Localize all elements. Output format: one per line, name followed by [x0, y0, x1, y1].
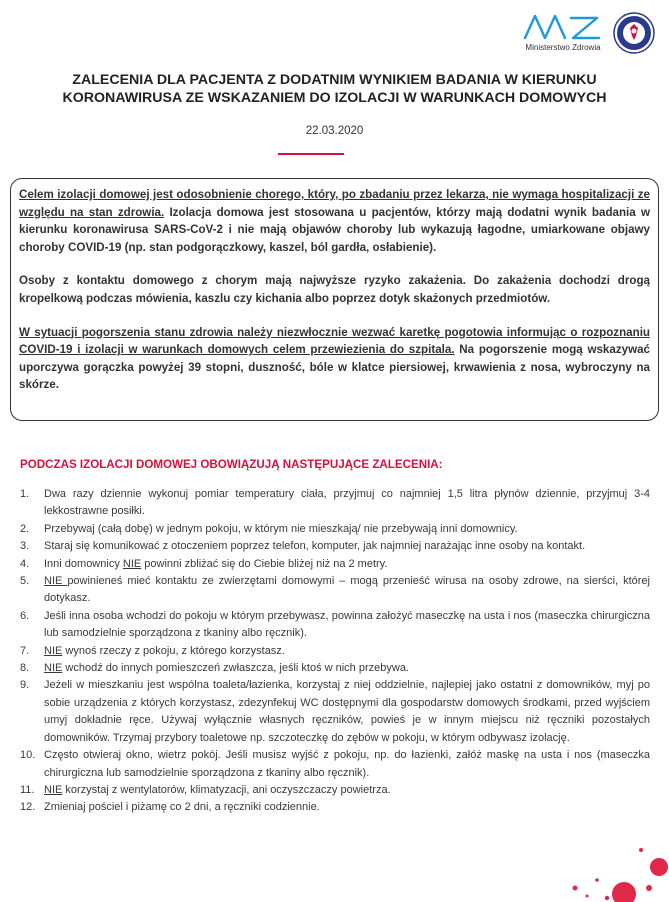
info-paragraph-2: Osoby z kontaktu domowego z chorym mają najwyższe ryzyko zakażenia. Do zakażenia dochodzi drogą kropelkową podczas mówienia, kaszlu czy kichania albo poprzez dotyk skażonych przedmiotów.: [19, 274, 650, 305]
item-emphasis: NIE: [44, 783, 63, 796]
item-number: 5.: [20, 575, 30, 588]
title-line-1: ZALECENIA DLA PACJENTA Z DODATNIM WYNIKIEM BADANIA W KIERUNKU: [72, 72, 597, 88]
list-item: [20, 782, 650, 799]
list-item: [20, 573, 650, 608]
decorative-dots-graphic: [509, 832, 669, 902]
info-paragraph-1: [19, 186, 650, 256]
list-item: [20, 799, 650, 816]
item-emphasis: NIE: [122, 557, 142, 570]
item-text: Jeżeli w mieszkaniu jest wspólna toaleta/łazienka, korzystaj z niej oddzielnie, najlepiej jako ostatni z domowników, myj po sobie urządzenia z których korzystasz, zdezynfekuj WC dostępnymi dla gospodarstw domowych środkami, przed wyjściem umyj dokładnie ręce. Używaj wyłącznie własnych ręczników, powieś je w innym miejscu niż ręczniki pozostałych domowników. Trzymaj przybory toaletowe np. szczoteczkę do zębów w pokoju, w którym odbywasz izolację.: [44, 679, 650, 744]
list-item: [20, 608, 650, 643]
info-p1-rest: Izolacja domowa jest stosowana u pacjentów, którzy mają dodatni wynik badania w kierunku koronawirusa SARS-CoV-2 i nie mają objawów choroby lub wykazują łagodne, umiarkowane objawy choroby COVID-19 (np. stan podgorączkowy, kaszel, ból gardła, osłabienie).: [19, 205, 650, 254]
info-p3-underlined: W sytuacji pogorszenia stanu zdrowia należy niezwłocznie wezwać karetkę pogotowia informując o rozpoznaniu COVID-19 i izolacji w warunkach domowych celem przewiezienia do szpitala.: [19, 325, 650, 357]
item-number: 7.: [20, 644, 30, 657]
item-emphasis: NIE: [44, 662, 63, 675]
item-number: 12.: [20, 801, 36, 814]
item-number: 10.: [20, 749, 36, 762]
item-number: 6.: [20, 609, 30, 622]
list-item: [20, 677, 650, 747]
info-paragraph-3: [19, 324, 650, 394]
item-text: Przebywaj (całą dobę) w jednym pokoju, w którym nie mieszkają/ nie przebywają inni domownicy.: [44, 522, 518, 535]
item-text: Dwa razy dziennie wykonuj pomiar temperatury ciała, przyjmuj co najmniej 1,5 litra płynów dziennie, przyjmuj 3-4 lekkostrawne posiłki.: [44, 488, 650, 518]
sanepid-seal-icon: [613, 12, 655, 54]
list-item: [20, 556, 650, 573]
info-p1-underlined: Celem izolacji domowej jest odosobnienie chorego, który, po zbadaniu przez lekarza, nie wymaga hospitalizacji ze względu na stan zdrowia.: [19, 188, 650, 219]
item-text: powinni zbliżać się do Ciebie bliżej niż na 2 metry.: [141, 557, 388, 570]
item-lead: Inni domownicy: [44, 557, 123, 570]
info-box: [10, 178, 659, 421]
recommendations-heading: PODCZAS IZOLACJI DOMOWEJ OBOWIĄZUJĄ NASTĘPUJĄCE ZALECENIA:: [20, 458, 443, 471]
item-number: 3.: [20, 540, 30, 553]
ministry-logo-text: Ministerstwo Zdrowia: [525, 43, 601, 52]
item-text: powinieneś mieć kontaktu ze zwierzętami domowymi – mogą przenieść wirusa na osoby zdrowe, na sierści, której dotykasz.: [44, 575, 650, 605]
ministry-of-health-logo: [523, 12, 603, 52]
recommendations-list: [20, 486, 650, 817]
list-item: [20, 747, 650, 782]
sanepid-logo: [613, 12, 655, 54]
item-text: Często otwieraj okno, wietrz pokój. Jeśli musisz wyjść z pokoju, np. do łazienki, załóż maskę na usta i nos (maseczka chirurgiczna lub samodzielnie sporządzona z tkaniny albo ręcznik).: [44, 749, 650, 779]
item-number: 2.: [20, 522, 30, 535]
item-number: 4.: [20, 557, 30, 570]
document-date: 22.03.2020: [305, 125, 364, 137]
item-number: 1.: [20, 488, 30, 500]
list-item: [20, 521, 650, 538]
item-text: wynoś rzeczy z pokoju, z którego korzystasz.: [62, 644, 285, 657]
item-number: 11.: [20, 783, 35, 796]
item-text: Staraj się komunikować z otoczeniem poprzez telefon, komputer, jak najmniej narażając inne osoby na kontakt.: [44, 540, 586, 553]
item-number: 8.: [20, 662, 30, 675]
list-item: [20, 486, 650, 521]
item-text: Zmieniaj pościel i piżamę co 2 dni, a ręczniki codziennie.: [44, 801, 320, 814]
list-item: [20, 538, 650, 555]
header-logos: [523, 12, 655, 54]
item-emphasis: NIE: [44, 644, 63, 657]
item-emphasis: NIE: [44, 575, 68, 588]
item-text: korzystaj z wentylatorów, klimatyzacji, ani oczyszczaczy powietrza.: [62, 783, 391, 796]
date-divider: [278, 153, 344, 155]
info-p3-rest: Na pogorszenie mogą wskazywać uporczywa gorączka powyżej 39 stopni, duszność, bóle w klatce piersiowej, krwawienia z nosa, wybroczyny na skórze.: [19, 343, 650, 392]
item-number: 9.: [20, 679, 30, 692]
item-text: wchodź do innych pomieszczeń zwłaszcza, jeśli ktoś w nich przebywa.: [62, 662, 409, 675]
list-item: [20, 660, 650, 677]
item-text: Jeśli inna osoba wchodzi do pokoju w którym przebywasz, powinna założyć maseczkę na usta i nos (maseczka chirurgiczna lub samodzielnie sporządzona z tkaniny albo ręcznik).: [44, 609, 650, 640]
title-line-2: KORONAWIRUSA ZE WSKAZANIEM DO IZOLACJI W WARUNKACH DOMOWYCH: [62, 90, 607, 106]
document-title: [20, 71, 649, 107]
mz-logo-icon: [523, 12, 603, 42]
list-item: [20, 643, 650, 660]
